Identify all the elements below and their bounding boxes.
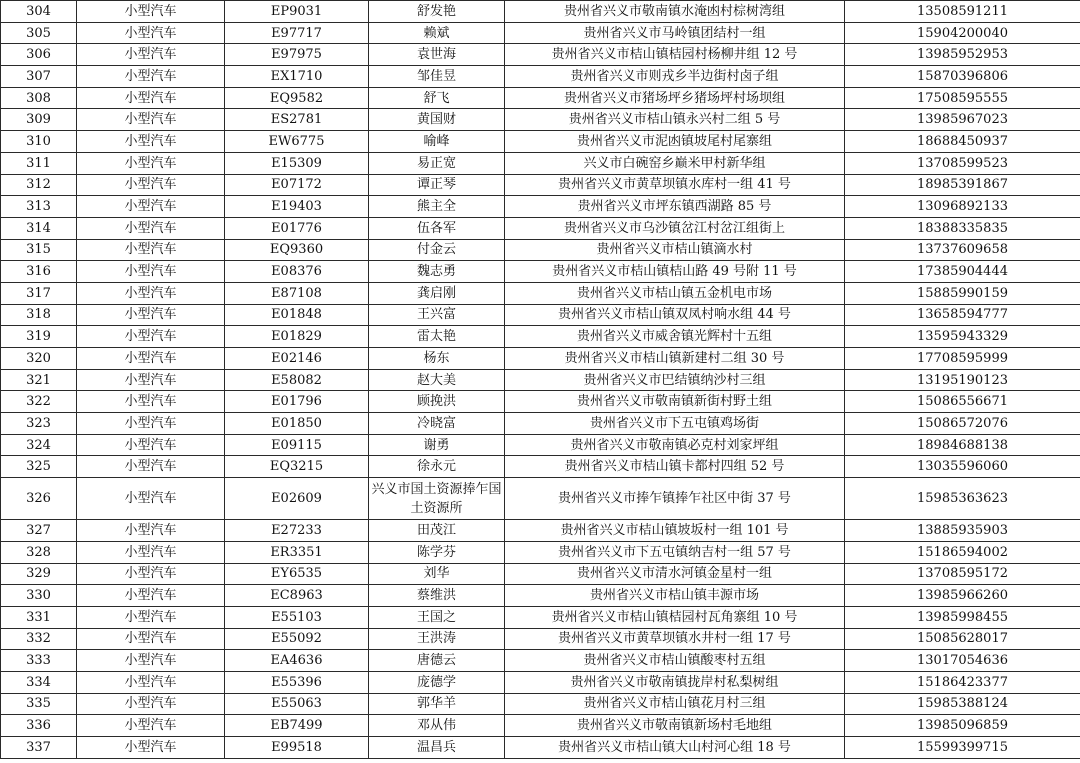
table-row	[1, 369, 1080, 391]
vehicle-type-cell: 小型汽车	[77, 217, 225, 239]
address-cell: 贵州省兴义市下五屯镇纳吉村一组 57 号	[505, 541, 845, 563]
table-row	[1, 671, 1080, 693]
plate-number-cell: EP9031	[225, 1, 369, 23]
plate-number-cell: E01848	[225, 304, 369, 326]
table-row	[1, 737, 1080, 759]
address-cell: 贵州省兴义市威舍镇光辉村十五组	[505, 326, 845, 348]
phone-cell: 13985952953	[845, 44, 1080, 66]
table-row	[1, 348, 1080, 370]
row-number-cell: 309	[1, 109, 77, 131]
address-cell: 贵州省兴义市敬南镇拢岸村私梨树组	[505, 671, 845, 693]
table-row	[1, 131, 1080, 153]
address-cell: 贵州省兴义市则戎乡半边街村卤子组	[505, 66, 845, 88]
table-row	[1, 261, 1080, 283]
table-row	[1, 282, 1080, 304]
owner-name-cell: 付金云	[369, 239, 505, 261]
owner-name-cell: 魏志勇	[369, 261, 505, 283]
table-row	[1, 217, 1080, 239]
table-row	[1, 326, 1080, 348]
address-cell: 贵州省兴义市桔山镇滴水村	[505, 239, 845, 261]
row-number-cell: 313	[1, 196, 77, 218]
owner-name-cell: 王国之	[369, 606, 505, 628]
vehicle-type-cell: 小型汽车	[77, 541, 225, 563]
address-cell: 贵州省兴义市黄草坝镇水库村一组 41 号	[505, 174, 845, 196]
owner-name-cell: 邹佳昱	[369, 66, 505, 88]
plate-number-cell: EQ3215	[225, 456, 369, 478]
plate-number-cell: EQ9360	[225, 239, 369, 261]
owner-name-cell: 庞德学	[369, 671, 505, 693]
vehicle-type-cell: 小型汽车	[77, 109, 225, 131]
vehicle-type-cell: 小型汽车	[77, 737, 225, 759]
table-row	[1, 174, 1080, 196]
owner-name-cell: 蔡维洪	[369, 585, 505, 607]
row-number-cell: 310	[1, 131, 77, 153]
phone-cell: 13985967023	[845, 109, 1080, 131]
table-row	[1, 478, 1080, 520]
address-cell: 贵州省兴义市猪场坪乡猪场坪村场坝组	[505, 87, 845, 109]
vehicle-type-cell: 小型汽车	[77, 131, 225, 153]
plate-number-cell: E01776	[225, 217, 369, 239]
vehicle-type-cell: 小型汽车	[77, 369, 225, 391]
vehicle-type-cell: 小型汽车	[77, 348, 225, 370]
table-row	[1, 693, 1080, 715]
owner-name-cell: 王兴富	[369, 304, 505, 326]
row-number-cell: 304	[1, 1, 77, 23]
address-cell: 兴义市白碗窑乡巅米甲村新华组	[505, 152, 845, 174]
plate-number-cell: EC8963	[225, 585, 369, 607]
vehicle-type-cell: 小型汽车	[77, 44, 225, 66]
vehicle-type-cell: 小型汽车	[77, 66, 225, 88]
row-number-cell: 335	[1, 693, 77, 715]
plate-number-cell: EB7499	[225, 715, 369, 737]
address-cell: 贵州省兴义市桔山镇五金机电市场	[505, 282, 845, 304]
address-cell: 贵州省兴义市黄草坝镇水井村一组 17 号	[505, 628, 845, 650]
phone-cell: 13708595172	[845, 563, 1080, 585]
plate-number-cell: E02146	[225, 348, 369, 370]
plate-number-cell: E97975	[225, 44, 369, 66]
table-row	[1, 152, 1080, 174]
vehicle-type-cell: 小型汽车	[77, 693, 225, 715]
owner-name-cell: 熊主全	[369, 196, 505, 218]
phone-cell: 17508595555	[845, 87, 1080, 109]
phone-cell: 15904200040	[845, 22, 1080, 44]
table-row	[1, 585, 1080, 607]
plate-number-cell: ER3351	[225, 541, 369, 563]
row-number-cell: 322	[1, 391, 77, 413]
vehicle-type-cell: 小型汽车	[77, 261, 225, 283]
row-number-cell: 337	[1, 737, 77, 759]
vehicle-type-cell: 小型汽车	[77, 1, 225, 23]
row-number-cell: 318	[1, 304, 77, 326]
address-cell: 贵州省兴义市坪东镇西湖路 85 号	[505, 196, 845, 218]
vehicle-type-cell: 小型汽车	[77, 196, 225, 218]
vehicle-type-cell: 小型汽车	[77, 391, 225, 413]
vehicle-type-cell: 小型汽车	[77, 434, 225, 456]
table-row	[1, 434, 1080, 456]
row-number-cell: 332	[1, 628, 77, 650]
table-row	[1, 304, 1080, 326]
table-row	[1, 520, 1080, 542]
row-number-cell: 306	[1, 44, 77, 66]
owner-name-cell: 雷太艳	[369, 326, 505, 348]
table-row	[1, 22, 1080, 44]
address-cell: 贵州省兴义市马岭镇团结村一组	[505, 22, 845, 44]
plate-number-cell: EA4636	[225, 650, 369, 672]
owner-name-cell: 温昌兵	[369, 737, 505, 759]
vehicle-type-cell: 小型汽车	[77, 152, 225, 174]
vehicle-type-cell: 小型汽车	[77, 282, 225, 304]
vehicle-type-cell: 小型汽车	[77, 174, 225, 196]
table-row	[1, 1, 1080, 23]
vehicle-type-cell: 小型汽车	[77, 520, 225, 542]
vehicle-type-cell: 小型汽车	[77, 563, 225, 585]
table-row	[1, 87, 1080, 109]
phone-cell: 15985388124	[845, 693, 1080, 715]
vehicle-type-cell: 小型汽车	[77, 239, 225, 261]
row-number-cell: 308	[1, 87, 77, 109]
table-row	[1, 109, 1080, 131]
phone-cell: 13658594777	[845, 304, 1080, 326]
vehicle-type-cell: 小型汽车	[77, 304, 225, 326]
owner-name-cell: 王洪涛	[369, 628, 505, 650]
row-number-cell: 311	[1, 152, 77, 174]
row-number-cell: 331	[1, 606, 77, 628]
address-cell: 贵州省兴义市泥凼镇坡尾村尾寨组	[505, 131, 845, 153]
plate-number-cell: E07172	[225, 174, 369, 196]
vehicle-type-cell: 小型汽车	[77, 87, 225, 109]
plate-number-cell: EY6535	[225, 563, 369, 585]
owner-name-cell: 刘华	[369, 563, 505, 585]
owner-name-cell: 冷晓富	[369, 413, 505, 435]
phone-cell: 15186594002	[845, 541, 1080, 563]
address-cell: 贵州省兴义市巴结镇纳沙村三组	[505, 369, 845, 391]
row-number-cell: 329	[1, 563, 77, 585]
owner-name-cell: 陈学芬	[369, 541, 505, 563]
plate-number-cell: E01796	[225, 391, 369, 413]
plate-number-cell: EX1710	[225, 66, 369, 88]
row-number-cell: 328	[1, 541, 77, 563]
phone-cell: 13508591211	[845, 1, 1080, 23]
address-cell: 贵州省兴义市桔山镇丰源市场	[505, 585, 845, 607]
address-cell: 贵州省兴义市乌沙镇岔江村岔江组街上	[505, 217, 845, 239]
table-row	[1, 715, 1080, 737]
address-cell: 贵州省兴义市桔山镇双凤村响水组 44 号	[505, 304, 845, 326]
row-number-cell: 327	[1, 520, 77, 542]
table-row	[1, 66, 1080, 88]
row-number-cell: 316	[1, 261, 77, 283]
phone-cell: 15186423377	[845, 671, 1080, 693]
plate-number-cell: EQ9582	[225, 87, 369, 109]
owner-name-cell: 易正宽	[369, 152, 505, 174]
owner-name-cell: 伍各军	[369, 217, 505, 239]
table-row	[1, 606, 1080, 628]
owner-name-cell: 兴义市国土资源捧乍国土资源所	[369, 478, 505, 520]
phone-cell: 13985096859	[845, 715, 1080, 737]
phone-cell: 13885935903	[845, 520, 1080, 542]
vehicle-type-cell: 小型汽车	[77, 413, 225, 435]
owner-name-cell: 袁世海	[369, 44, 505, 66]
phone-cell: 13737609658	[845, 239, 1080, 261]
phone-cell: 18985391867	[845, 174, 1080, 196]
plate-number-cell: E55103	[225, 606, 369, 628]
phone-cell: 18688450937	[845, 131, 1080, 153]
owner-name-cell: 龚启刚	[369, 282, 505, 304]
row-number-cell: 325	[1, 456, 77, 478]
table-row	[1, 563, 1080, 585]
phone-cell: 15885990159	[845, 282, 1080, 304]
owner-name-cell: 谭正琴	[369, 174, 505, 196]
phone-cell: 15870396806	[845, 66, 1080, 88]
plate-number-cell: ES2781	[225, 109, 369, 131]
table-row	[1, 44, 1080, 66]
table-row	[1, 456, 1080, 478]
phone-cell: 13708599523	[845, 152, 1080, 174]
phone-cell: 13985998455	[845, 606, 1080, 628]
table-row	[1, 239, 1080, 261]
plate-number-cell: E27233	[225, 520, 369, 542]
row-number-cell: 333	[1, 650, 77, 672]
vehicle-type-cell: 小型汽车	[77, 715, 225, 737]
phone-cell: 13096892133	[845, 196, 1080, 218]
owner-name-cell: 唐德云	[369, 650, 505, 672]
phone-cell: 13195190123	[845, 369, 1080, 391]
owner-name-cell: 赵大美	[369, 369, 505, 391]
owner-name-cell: 郭华羊	[369, 693, 505, 715]
row-number-cell: 326	[1, 478, 77, 520]
plate-number-cell: E97717	[225, 22, 369, 44]
row-number-cell: 317	[1, 282, 77, 304]
phone-cell: 18388335835	[845, 217, 1080, 239]
phone-cell: 15085628017	[845, 628, 1080, 650]
table-row	[1, 391, 1080, 413]
row-number-cell: 320	[1, 348, 77, 370]
plate-number-cell: E19403	[225, 196, 369, 218]
row-number-cell: 324	[1, 434, 77, 456]
row-number-cell: 312	[1, 174, 77, 196]
address-cell: 贵州省兴义市清水河镇金星村一组	[505, 563, 845, 585]
table-body	[1, 1, 1080, 759]
vehicle-type-cell: 小型汽车	[77, 478, 225, 520]
owner-name-cell: 舒发艳	[369, 1, 505, 23]
row-number-cell: 314	[1, 217, 77, 239]
phone-cell: 15599399715	[845, 737, 1080, 759]
phone-cell: 15985363623	[845, 478, 1080, 520]
plate-number-cell: E09115	[225, 434, 369, 456]
plate-number-cell: E01850	[225, 413, 369, 435]
owner-name-cell: 谢勇	[369, 434, 505, 456]
plate-number-cell: E58082	[225, 369, 369, 391]
address-cell: 贵州省兴义市桔山镇坡坂村一组 101 号	[505, 520, 845, 542]
table-row	[1, 196, 1080, 218]
phone-cell: 13035596060	[845, 456, 1080, 478]
vehicle-type-cell: 小型汽车	[77, 628, 225, 650]
address-cell: 贵州省兴义市桔山镇永兴村二组 5 号	[505, 109, 845, 131]
address-cell: 贵州省兴义市桔山镇新建村二组 30 号	[505, 348, 845, 370]
address-cell: 贵州省兴义市敬南镇水淹凼村棕树湾组	[505, 1, 845, 23]
row-number-cell: 336	[1, 715, 77, 737]
row-number-cell: 330	[1, 585, 77, 607]
owner-name-cell: 喻峰	[369, 131, 505, 153]
address-cell: 贵州省兴义市敬南镇新场村毛地组	[505, 715, 845, 737]
owner-name-cell: 杨东	[369, 348, 505, 370]
owner-name-cell: 邓从伟	[369, 715, 505, 737]
table-row	[1, 541, 1080, 563]
row-number-cell: 319	[1, 326, 77, 348]
address-cell: 贵州省兴义市桔山镇大山村河心组 18 号	[505, 737, 845, 759]
row-number-cell: 307	[1, 66, 77, 88]
plate-number-cell: EW6775	[225, 131, 369, 153]
address-cell: 贵州省兴义市桔山镇卡都村四组 52 号	[505, 456, 845, 478]
owner-name-cell: 黄国财	[369, 109, 505, 131]
phone-cell: 15086572076	[845, 413, 1080, 435]
phone-cell: 18984688138	[845, 434, 1080, 456]
plate-number-cell: E87108	[225, 282, 369, 304]
phone-cell: 13985966260	[845, 585, 1080, 607]
address-cell: 贵州省兴义市桔山镇桔园村瓦角寨组 10 号	[505, 606, 845, 628]
plate-number-cell: E99518	[225, 737, 369, 759]
plate-number-cell: E55063	[225, 693, 369, 715]
address-cell: 贵州省兴义市桔山镇酸枣村五组	[505, 650, 845, 672]
vehicle-type-cell: 小型汽车	[77, 606, 225, 628]
vehicle-type-cell: 小型汽车	[77, 585, 225, 607]
address-cell: 贵州省兴义市敬南镇必克村刘家坪组	[505, 434, 845, 456]
table-row	[1, 628, 1080, 650]
vehicle-type-cell: 小型汽车	[77, 671, 225, 693]
table-row	[1, 413, 1080, 435]
address-cell: 贵州省兴义市捧乍镇捧乍社区中街 37 号	[505, 478, 845, 520]
vehicle-type-cell: 小型汽车	[77, 22, 225, 44]
plate-number-cell: E55092	[225, 628, 369, 650]
owner-name-cell: 顾挽洪	[369, 391, 505, 413]
owner-name-cell: 舒飞	[369, 87, 505, 109]
vehicle-type-cell: 小型汽车	[77, 326, 225, 348]
plate-number-cell: E01829	[225, 326, 369, 348]
row-number-cell: 323	[1, 413, 77, 435]
row-number-cell: 334	[1, 671, 77, 693]
plate-number-cell: E02609	[225, 478, 369, 520]
plate-number-cell: E15309	[225, 152, 369, 174]
owner-name-cell: 徐永元	[369, 456, 505, 478]
address-cell: 贵州省兴义市敬南镇新街村野土组	[505, 391, 845, 413]
vehicle-type-cell: 小型汽车	[77, 650, 225, 672]
row-number-cell: 315	[1, 239, 77, 261]
phone-cell: 13595943329	[845, 326, 1080, 348]
address-cell: 贵州省兴义市桔山镇桔园村杨柳井组 12 号	[505, 44, 845, 66]
row-number-cell: 305	[1, 22, 77, 44]
row-number-cell: 321	[1, 369, 77, 391]
owner-name-cell: 赖斌	[369, 22, 505, 44]
phone-cell: 15086556671	[845, 391, 1080, 413]
phone-cell: 17708595999	[845, 348, 1080, 370]
phone-cell: 13017054636	[845, 650, 1080, 672]
plate-number-cell: E08376	[225, 261, 369, 283]
table-row	[1, 650, 1080, 672]
address-cell: 贵州省兴义市桔山镇桔山路 49 号附 11 号	[505, 261, 845, 283]
plate-number-cell: E55396	[225, 671, 369, 693]
address-cell: 贵州省兴义市桔山镇花月村三组	[505, 693, 845, 715]
owner-name-cell: 田茂江	[369, 520, 505, 542]
phone-cell: 17385904444	[845, 261, 1080, 283]
address-cell: 贵州省兴义市下五屯镇鸡场街	[505, 413, 845, 435]
vehicle-type-cell: 小型汽车	[77, 456, 225, 478]
